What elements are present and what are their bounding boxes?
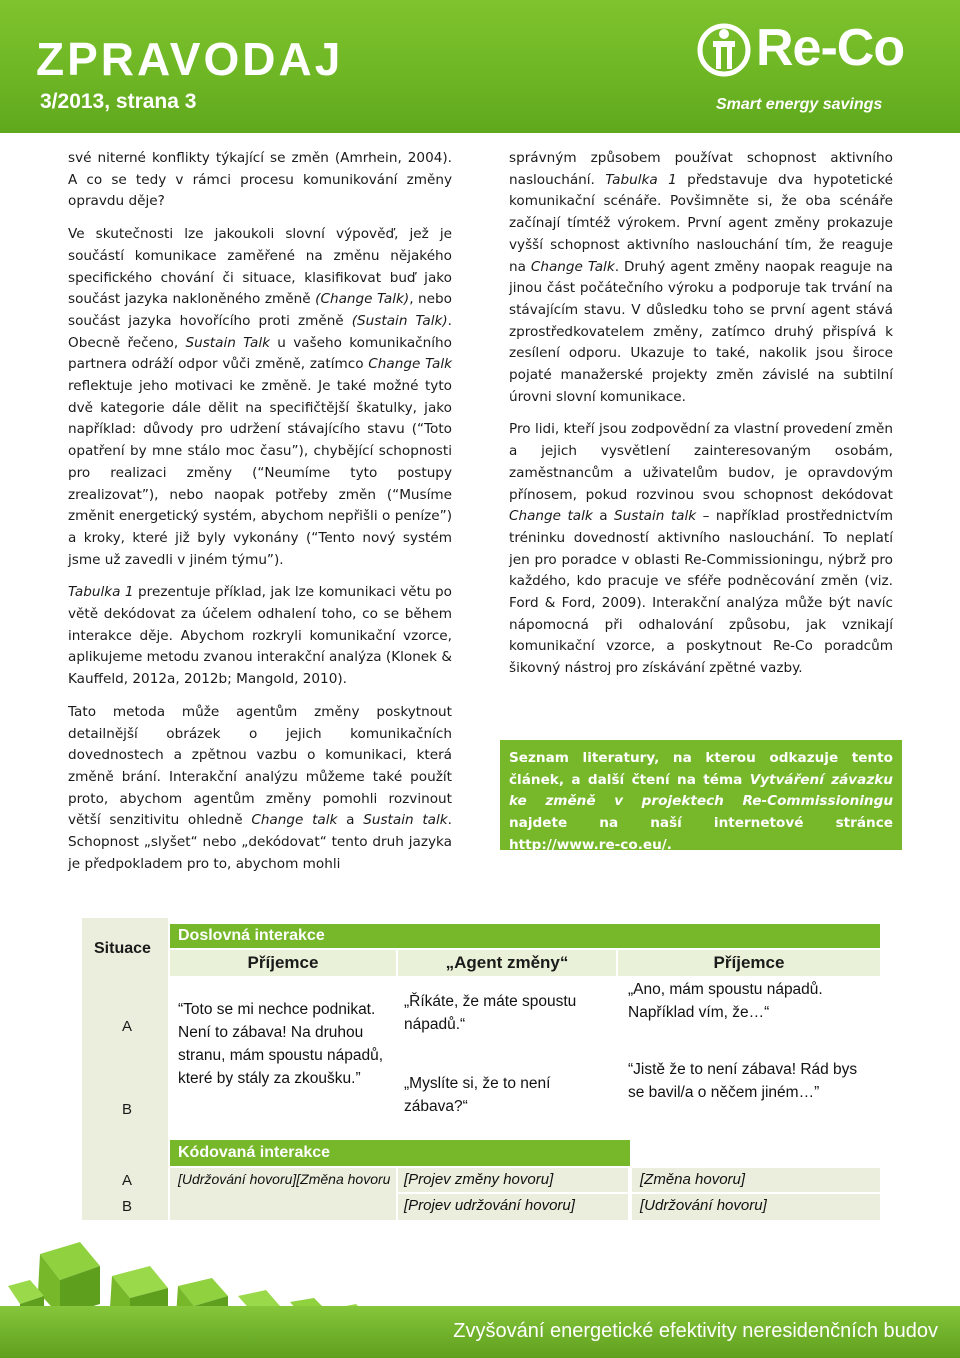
- situation-header: Situace: [94, 940, 151, 957]
- text: a: [337, 812, 364, 829]
- italic-term: Change Talk: [530, 258, 615, 275]
- italic-term: Tabulka 1: [68, 584, 134, 601]
- text: .: [666, 836, 672, 853]
- paragraph: [509, 419, 893, 679]
- paragraph: [68, 582, 452, 691]
- text: Tato metoda může agentům změny poskytnout detailnější obrázek o jejich komunikačních dovednostech a zpětnou vazbu o komunikaci, která změně brání. Interakční analýzu můžeme také použít proto, abychom agentům změny pomohli rozvinout větší senzitivitu ohledně: [68, 703, 452, 829]
- footer: [0, 1236, 960, 1358]
- right-column: [509, 148, 893, 691]
- italic-term: Sustain talk: [363, 812, 448, 829]
- text: , nebo součást jazyka hovořícího proti změně: [68, 291, 452, 329]
- newsletter-title: ZPRAVODAJ: [36, 33, 344, 85]
- text: prezentuje příklad, jak lze komunikaci větu po větě dekódovat za účelem odhalení toho, co se během interakce děje. Abychom rozkryli komunikační vzorce, aplikujeme metodu zvanou interakční analýza (Klonek & Kauffeld, 2012a, 2012b; Mangold, 2010).: [68, 584, 452, 688]
- literature-note-box: [500, 740, 902, 853]
- text: . Schopnost „slyšet“ nebo „dekódovat“ tento druh jazyka je předpokladem pro to, abychom mohli: [68, 812, 452, 872]
- text: své niterné konflikty týkající se změn (Amrhein, 2004). A co se tedy v rámci procesu komunikování změny opravdu děje?: [68, 150, 452, 210]
- paragraph: [68, 224, 452, 571]
- text: správným způsobem používat schopnost aktivního naslouchání.: [509, 150, 893, 188]
- paragraph: [68, 702, 452, 876]
- column-header-agent: „Agent změny“: [398, 950, 616, 976]
- issue-label: 3/2013, strana 3: [40, 90, 197, 113]
- coded-interaction-title: Kódovaná interakce: [170, 1140, 630, 1166]
- coded-reply-a: [Změna hovoru]: [632, 1168, 880, 1192]
- agent-response-b: „Myslíte si, že to není zábava?“: [404, 1075, 551, 1115]
- coded-recipient: [Udržování hovoru][Změna hovoru: [170, 1168, 396, 1220]
- text: reflektuje jeho motivaci ke změně. Je také možné tyto dvě kategorie dále dělit na specifičtější škatulky, jako například: důvody pro udržení stávajícího stavu (“Toto opatření by mne stálo moc času”), chybějící schopnosti pro realizaci změny (“Neumíme tyto postupy zrealizovat”), nebo naopak potřeby změn (“Musíme změnit energetický systém, abychom nepřišli o peníze”) a kroky, které již byly vykonány (“Tento nový systém jsme už zavedli v jiném týmu”).: [68, 378, 452, 568]
- text: představuje dva hypotetické komunikační scénáře. Povšimněte si, že oba scénáře začínají tímtéž výrokem. První agent změny prokazuje vyšší schopnost aktivního naslouchání tím, že reaguje na: [509, 171, 893, 275]
- recipient-statement: “Toto se mi nechce podnikat. Není to zábava! Na druhou stranu, mám spoustu nápadů, které by stály za zkoušku.”: [178, 1001, 384, 1087]
- logo-tagline: Smart energy savings: [716, 96, 883, 113]
- column-header-recipient: Příjemce: [170, 950, 396, 976]
- italic-term: Vytváření závazku ke změně v projektech Re-Commissioningu: [509, 771, 893, 810]
- italic-term: (Change Talk): [315, 291, 410, 308]
- row-label-b: B: [122, 1101, 133, 1118]
- paragraph: [509, 148, 893, 408]
- italic-term: Change talk: [509, 508, 593, 525]
- website-link[interactable]: http://www.re-co.eu/: [509, 836, 667, 853]
- text: – například prostřednictvím tréninku dovedností aktivního naslouchání. To neplatí jen pro poradce v oblasti Re-Commissioningu, nýbrž pro každého, kdo pracuje ve sféře podněcování změn (viz. Ford & Ford, 2009). Interakční analýza může být navíc nápomocná při odhalování způsobu, jak vznikají komunikační vzorce, a poskytnout Re-Co poradcům šikovný nástroj pro získávání zpětné vazby.: [509, 508, 894, 677]
- row-label-a: A: [122, 1018, 133, 1035]
- text: u vašeho komunikačního partnera odráží odpor vůči změně, zatímco: [68, 334, 452, 373]
- column-header-recipient: Příjemce: [618, 950, 880, 976]
- logo-wordmark: Re-Co: [756, 19, 905, 77]
- reco-logo: [696, 19, 936, 118]
- italic-term: Sustain Talk: [185, 334, 271, 351]
- text: najdete na naší internetové stránce: [509, 815, 893, 832]
- coded-agent-a: [Projev změny hovoru]: [398, 1168, 628, 1192]
- paragraph: [68, 148, 452, 213]
- italic-term: (Sustain Talk): [351, 312, 448, 329]
- italic-term: Change talk: [251, 812, 338, 829]
- row-label-a: A: [122, 1172, 133, 1189]
- interaction-table: [82, 918, 880, 1220]
- italic-term: Tabulka 1: [605, 171, 677, 188]
- header-banner: [0, 0, 960, 133]
- italic-term: Sustain talk: [614, 508, 697, 525]
- text: Pro lidi, kteří jsou zodpovědní za vlastní provedení změn a jejich vysvětlení zainteresovaným osobám, zaměstnancům a uživatelům budov, je opravdovým přínosem, pokud rozvinou svou schopnost dekódovat: [509, 421, 893, 503]
- row-label-b: B: [122, 1198, 133, 1215]
- coded-reply-b: [Udržování hovoru]: [632, 1194, 880, 1220]
- text: a: [592, 508, 615, 525]
- recipient-reply-b: “Jistě že to není zábava! Rád bys se bavil/a o něčem jiném…”: [628, 1061, 858, 1101]
- text: Seznam literatury, na kterou odkazuje tento článek, a další čtení na téma: [509, 750, 893, 788]
- footer-slogan: Zvyšování energetické efektivity neresidenčních budov: [453, 1320, 938, 1342]
- italic-term: Change Talk: [368, 356, 452, 373]
- text: Ve skutečnosti lze jakoukoli slovní výpověď, jež je součástí komunikace zaměřené na změnu nějakého specifického chování či situace, klasifikovat buď jako součást jazyka nakloněného změně: [68, 226, 452, 308]
- recipient-reply-a: „Ano, mám spoustu nápadů. Například vím, že…“: [628, 981, 823, 1021]
- reco-logo-icon: [696, 22, 752, 84]
- agent-response-a: „Říkáte, že máte spoustu nápadů.“: [404, 993, 577, 1033]
- text: . Druhý agent změny naopak reaguje na jinou část počátečního výroku a podporuje tak trvání na stávajícím stavu. V důsledku toho se první agent stává zprostředkovatelem změny, zatímco druhý přispívá k zesílení odporu. Ukazuje to také, nakolik jsou široce pojaté manažerské projekty změn závislé na subtilní úrovni slovní komunikace.: [509, 258, 893, 405]
- verbal-interaction-title: Doslovná interakce: [170, 924, 880, 948]
- text: . Obecně řečeno,: [68, 312, 452, 351]
- left-column: [68, 148, 452, 887]
- coded-agent-b: [Projev udržování hovoru]: [398, 1194, 628, 1220]
